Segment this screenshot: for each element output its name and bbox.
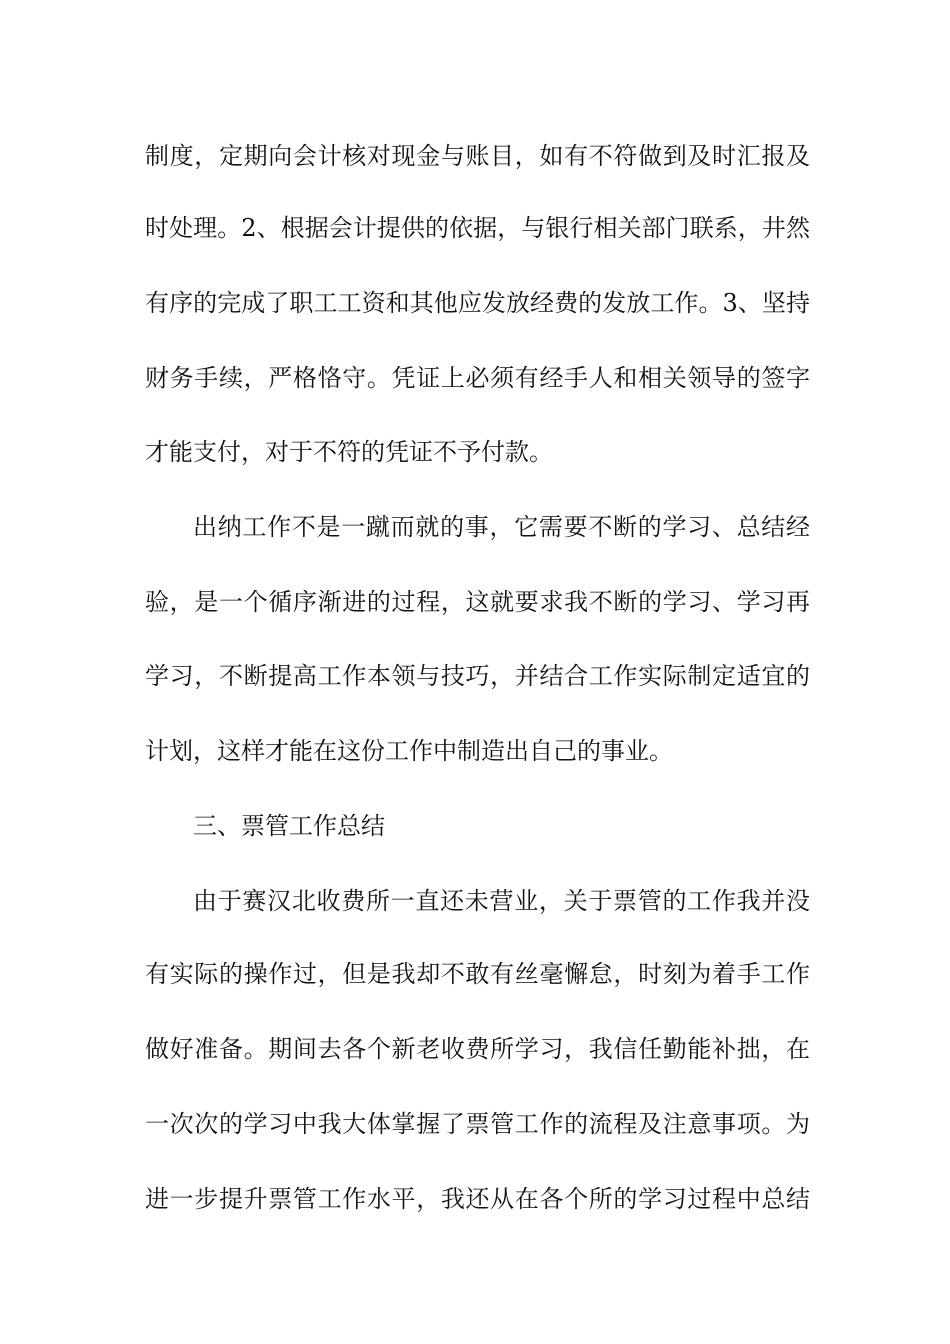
paragraph-line: 由于赛汉北收费所一直还未营业，关于票管的工作我并没 xyxy=(193,887,810,915)
paragraph-line: 学习，不断提高工作本领与技巧，并结合工作实际制定适宜的 xyxy=(145,662,810,690)
section-heading: 三、票管工作总结 xyxy=(193,812,385,840)
paragraph-line: 验，是一个循序渐进的过程，这就要求我不断的学习、学习再 xyxy=(145,588,810,616)
paragraph-line: 计划，这样才能在这份工作中制造出自己的事业。 xyxy=(145,737,673,765)
paragraph-line: 进一步提升票管工作水平，我还从在各个所的学习过程中总结 xyxy=(145,1185,810,1213)
paragraph-line: 才能支付，对于不符的凭证不予付款。 xyxy=(145,438,553,466)
paragraph-line: 有序的完成了职工工资和其他应发放经费的发放工作。3、坚持 xyxy=(145,289,810,317)
paragraph-line: 有实际的操作过，但是我却不敢有丝毫懈怠，时刻为着手工作 xyxy=(145,960,810,988)
paragraph-line: 做好准备。期间去各个新老收费所学习，我信任勤能补拙，在 xyxy=(145,1035,810,1063)
paragraph-line: 一次次的学习中我大体掌握了票管工作的流程及注意事项。为 xyxy=(145,1110,810,1138)
paragraph-line: 财务手续，严格恪守。凭证上必须有经手人和相关领导的签字 xyxy=(145,364,810,392)
paragraph-line: 时处理。2、根据会计提供的依据，与银行相关部门联系，井然 xyxy=(145,214,810,242)
paragraph-line: 制度，定期向会计核对现金与账目，如有不符做到及时汇报及 xyxy=(145,142,810,170)
paragraph-line: 出纳工作不是一蹴而就的事，它需要不断的学习、总结经 xyxy=(193,513,810,541)
